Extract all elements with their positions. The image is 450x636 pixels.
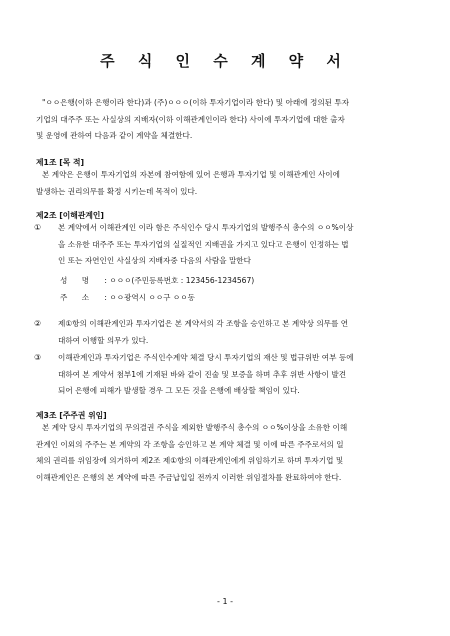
- article3-body: [36, 420, 416, 486]
- item-line: 대하여 이행할 의무가 있다.: [58, 335, 149, 345]
- article3-heading: 제3조 [주주권 위임]: [36, 411, 107, 420]
- item-line: 되어 은행에 피해가 발생할 경우 그 모든 것을 은행에 배상할 책임이 있다.: [58, 386, 300, 395]
- party-name-value: : ㅇㅇㅇ(주민등록번호 : 123456-1234567): [104, 276, 255, 285]
- item-line: 본 계약에서 이해관계인 이라 함은 주식인수 당시 투자기업의 발행주식 총수의 ㅇㅇ%이상: [58, 223, 354, 232]
- item-text: [58, 350, 418, 400]
- item-line: 이해관계인과 투자기업은 주식인수계약 체결 당시 투자기업의 재산 및 법규위반 여부 등에: [58, 353, 354, 362]
- article2-item-2: [34, 316, 418, 349]
- article1-line: 본 계약은 은행이 투자기업의 자본에 참여함에 있어 은행과 투자기업 및 이해관계인 사이에: [42, 170, 340, 179]
- article1-heading: 제1조 [목 적]: [36, 158, 85, 167]
- item-text: [58, 220, 418, 270]
- item-text: [58, 316, 418, 349]
- party-address-value: : ㅇㅇ광역시 ㅇㅇ구 ㅇㅇ동: [104, 293, 195, 302]
- article2-heading: 제2조 [이해관계인]: [36, 211, 104, 220]
- intro-line: 및 운영에 관하여 다음과 같이 계약을 체결한다.: [36, 131, 193, 140]
- item-number: ①: [34, 223, 42, 232]
- article3-line: 체의 권리를 위임장에 의거하여 제2조 제①항의 이해관계인에게 위임하기로 하며 투자기업 및: [36, 456, 344, 465]
- intro-line: 기업의 대주주 또는 사실상의 지배자(이하 이해관계인이라 한다) 사이에 투자기업에 대한 출자: [36, 114, 345, 124]
- article3-line: 관계인 이외의 주주는 본 계약의 각 조항을 승인하고 본 계약 체결 및 이에 따른 주주로서의 일: [36, 439, 344, 449]
- party-address-label: 주 소: [60, 293, 96, 302]
- article2-item-3: [34, 350, 418, 400]
- item-line: 을 소유한 대주주 또는 투자기업의 실질적인 지배권을 가지고 있다고 은행이 인정하는 법: [58, 239, 349, 249]
- intro-line: "ㅇㅇ은행(이하 은행이라 한다)과 (주)ㅇㅇㅇ(이하 투자기업이라 한다) 및 아래에 정의된 투자: [42, 98, 350, 107]
- article3-line: 본 계약 당시 투자기업의 무의결권 주식을 제외한 발행주식 총수의 ㅇㅇ%이상을 소유한 이해: [42, 423, 348, 432]
- article2-item-1: [34, 220, 418, 270]
- party-name-row: [60, 273, 254, 289]
- item-line: 제①항의 이해관계인과 투자기업은 본 계약서의 각 조항을 승인하고 본 계약상 의무를 연: [58, 319, 349, 328]
- item-number: ③: [34, 353, 42, 362]
- article1-line: 발생하는 권리의무를 확정 시키는데 목적이 있다.: [36, 186, 198, 196]
- document-title: 주 식 인 수 계 약 서: [100, 52, 350, 70]
- item-line: 대하여 본 계약서 첨부1에 기재된 바와 같이 진술 및 보증을 하며 추후 위반 사항이 발견: [58, 369, 347, 379]
- item-line: 인 또는 자연인인 사실상의 지배자중 다음의 사람을 말한다: [58, 256, 251, 265]
- page-number: - 1 -: [217, 597, 233, 606]
- intro-paragraph: [36, 95, 416, 145]
- article1-body: [36, 167, 416, 200]
- party-name-label: 성 명: [60, 276, 96, 285]
- party-address-row: [60, 290, 195, 306]
- article3-line: 이해관계인은 은행의 본 계약에 따른 주금납입일 전까지 이러한 위임절차를 완료하여야 한다.: [36, 472, 342, 482]
- item-number: ②: [34, 319, 42, 328]
